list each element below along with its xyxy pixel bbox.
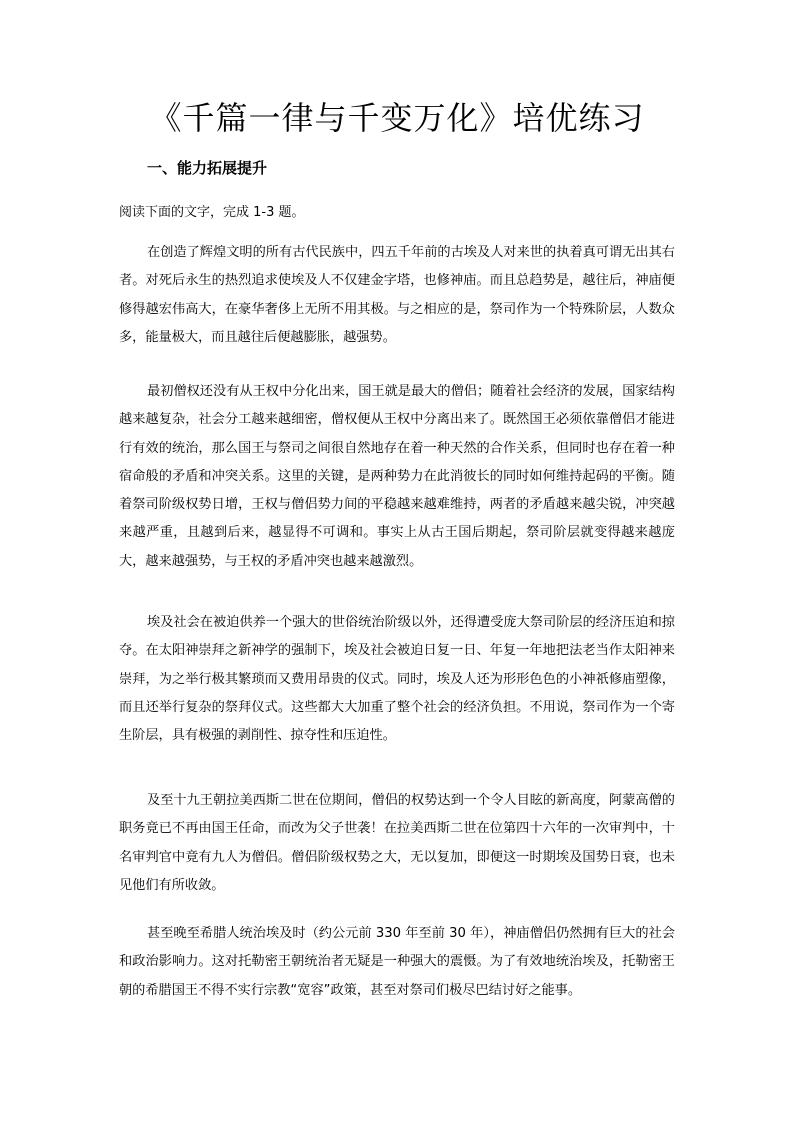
paragraph-1: 在创造了辉煌文明的所有古代民族中，四五千年前的古埃及人对来世的执着真可谓无出其右者。对死后永生的热烈追求使埃及人不仅建金字塔，也修神庙。而且总趋势是，越往后，神庙便修得越宏伟高大，在豪华奢侈上无所不用其极。与之相应的是，祭司作为一个特殊阶层，人数众多，能量极大，而且越往后便越膨胀，越强势。: [119, 245, 675, 345]
paragraph-4: 及至十九王朝拉美西斯二世在位期间，僧侣的权势达到一个令人目眩的新高度，阿蒙高僧的职务竟已不再由国王任命，而改为父子世袭！在拉美西斯二世在位第四十六年的一次审判中，十名审判官中竟有九人为僧侣。僧侣阶级权势之大，无以复加，即便这一时期埃及国势日衰，也未见他们有所收敛。: [119, 793, 675, 893]
document-title: 《千篇一律与千变万化》培优练习: [149, 99, 645, 137]
paragraph-5: 甚至晚至希腊人统治埃及时（约公元前 330 年至前 30 年），神庙僧侣仍然拥有巨大的社会和政治影响力。这对托勒密王朝统治者无疑是一种强大的震慑。为了有效地统治埃及，托勒密王朝的希腊国王不得不实行宗教“宽容”政策，甚至对祭司们极尽巴结讨好之能事。: [119, 926, 675, 998]
section-heading: 一、能力拓展提升: [147, 159, 268, 177]
paragraph-3: 埃及社会在被迫供养一个强大的世俗统治阶级以外，还得遭受庞大祭司阶层的经济压迫和掠夺。在太阳神崇拜之新神学的强制下，埃及社会被迫日复一日、年复一年地把法老当作太阳神来崇拜，为之举行极其繁琐而又费用昂贵的仪式。同时，埃及人还为形形色色的小神祇修庙塑像，而且还举行复杂的祭拜仪式。这些都大大加重了整个社会的经济负担。不用说，祭司作为一个寄生阶层，具有极强的剥削性、掠夺性和压迫性。: [119, 615, 675, 744]
paragraph-2: 最初僧权还没有从王权中分化出来，国王就是最大的僧侣；随着社会经济的发展，国家结构越来越复杂，社会分工越来越细密，僧权便从王权中分离出来了。既然国王必须依靠僧侣才能进行有效的统治，那么国王与祭司之间很自然地存在着一种天然的合作关系，但同时也存在着一种宿命般的矛盾和冲突关系。这里的关键，是两种势力在此消彼长的同时如何维持起码的平衡。随着祭司阶级权势日增，王权与僧侣势力间的平稳越来越难维持，两者的矛盾越来越尖锐，冲突越来越严重，且越到后来，越显得不可调和。事实上从古王国后期起，祭司阶层就变得越来越庞大，越来越强势，与王权的矛盾冲突也越来越激烈。: [119, 384, 675, 569]
reading-instruction: 阅读下面的文字，完成 1-3 题。: [119, 205, 305, 220]
